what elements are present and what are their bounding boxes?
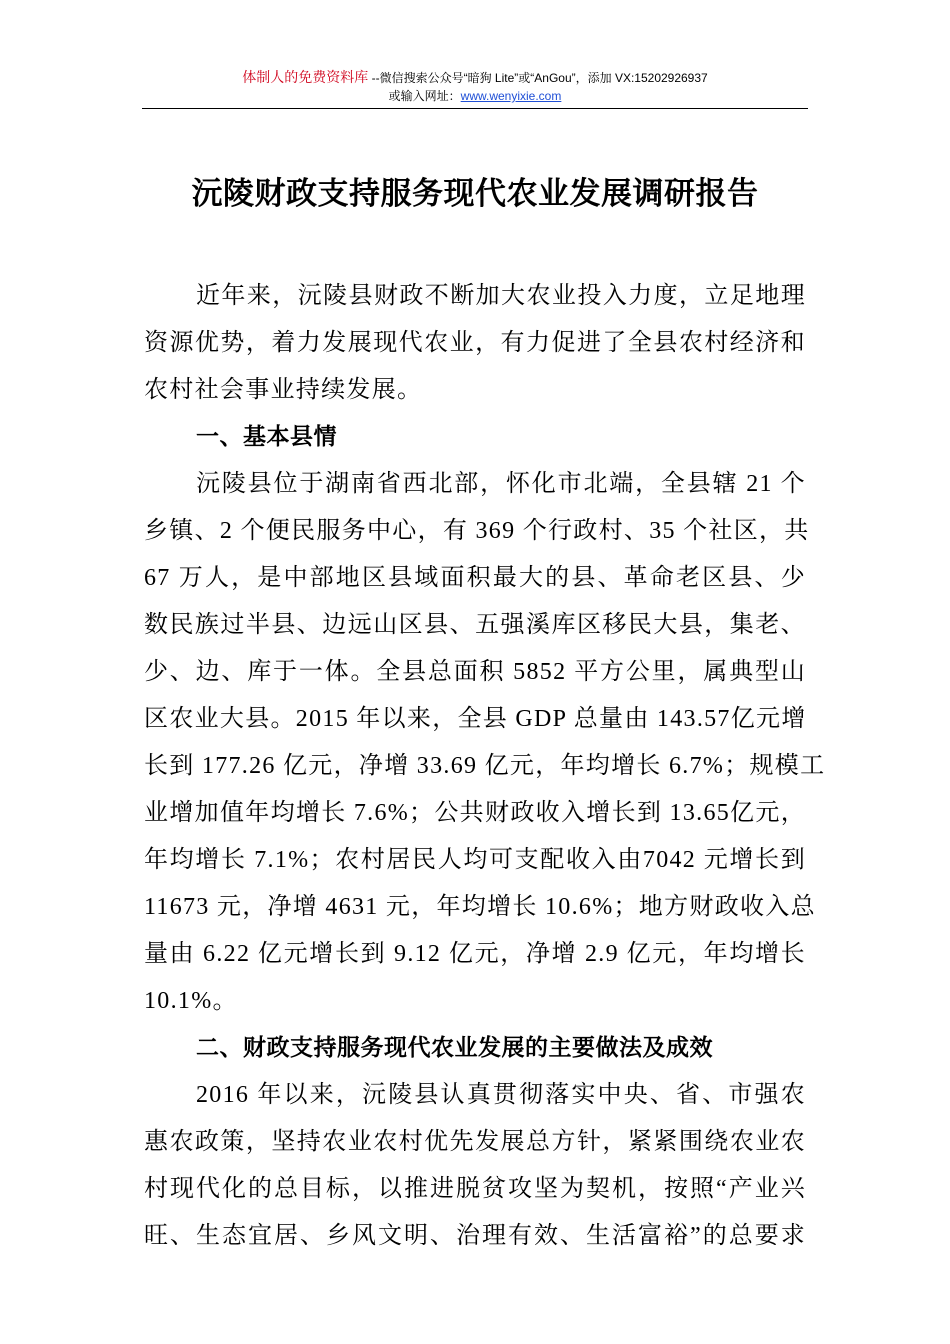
section-1-paragraph (144, 461, 826, 1025)
text-line: 旺、生态宜居、乡风文明、治理有效、生活富裕”的总要求 (144, 1223, 806, 1249)
text-line: 年均增长 7.1%；农村居民人均可支配收入由7042 元增长到 (144, 847, 806, 873)
text-line: 业增加值年均增长 7.6%；公共财政收入增长到 13.65亿元， (144, 800, 806, 826)
text-line: 少、边、库于一体。全县总面积 5852 平方公里，属典型山 (144, 659, 806, 685)
header-brand: 体制人的免费资料库 (242, 69, 369, 85)
text-line: 长到 177.26 亿元，净增 33.69 亿元，年均增长 6.7%；规模工 (144, 753, 826, 779)
document-title: 沅陵财政支持服务现代农业发展调研报告 (191, 176, 759, 212)
document-body (144, 273, 826, 1260)
section-heading-1: 一、基本县情 (196, 424, 337, 450)
section-heading-2: 二、财政支持服务现代农业发展的主要做法及成效 (196, 1035, 713, 1061)
text-line: 量由 6.22 亿元增长到 9.12 亿元，净增 2.9 亿元，年均增长 (144, 941, 806, 967)
header-url-link[interactable]: www.wenyixie.com (460, 89, 562, 103)
text-line: 资源优势，着力发展现代农业，有力促进了全县农村经济和 (144, 330, 806, 356)
text-line: 沅陵县位于湖南省西北部，怀化市北端，全县辖 21 个 (196, 471, 806, 497)
text-line: 67 万人，是中部地区县域面积最大的县、革命老区县、少 (144, 565, 806, 591)
page-header (142, 68, 808, 109)
header-line-1 (142, 68, 808, 87)
text-line: 农村社会事业持续发展。 (144, 377, 423, 403)
section-2-paragraph (144, 1072, 806, 1260)
header-line-2 (142, 87, 808, 105)
text-line: 乡镇、2 个便民服务中心，有 369 个行政村、35 个社区，共 (144, 518, 810, 544)
text-line: 村现代化的总目标，以推进脱贫攻坚为契机，按照“产业兴 (144, 1176, 806, 1202)
text-line: 11673 元，净增 4631 元，年均增长 10.6%；地方财政收入总 (144, 894, 816, 920)
text-line: 2016 年以来，沅陵县认真贯彻落实中央、省、市强农 (196, 1082, 806, 1108)
text-line: 区农业大县。2015 年以来，全县 GDP 总量由 143.57亿元增 (144, 706, 807, 732)
text-line: 惠农政策，坚持农业农村优先发展总方针，紧紧围绕农业农 (144, 1129, 806, 1155)
intro-paragraph (144, 273, 806, 414)
text-line: 近年来，沅陵县财政不断加大农业投入力度，立足地理 (196, 283, 806, 309)
header-url-prefix: 或输入网址： (388, 89, 461, 103)
header-info: --微信搜索公众号“暗狗 Lite”或“AnGou”，添加 VX:15202926937 (368, 71, 708, 85)
text-line: 10.1%。 (144, 988, 238, 1014)
text-line: 数民族过半县、边远山区县、五强溪库区移民大县，集老、 (144, 612, 806, 638)
